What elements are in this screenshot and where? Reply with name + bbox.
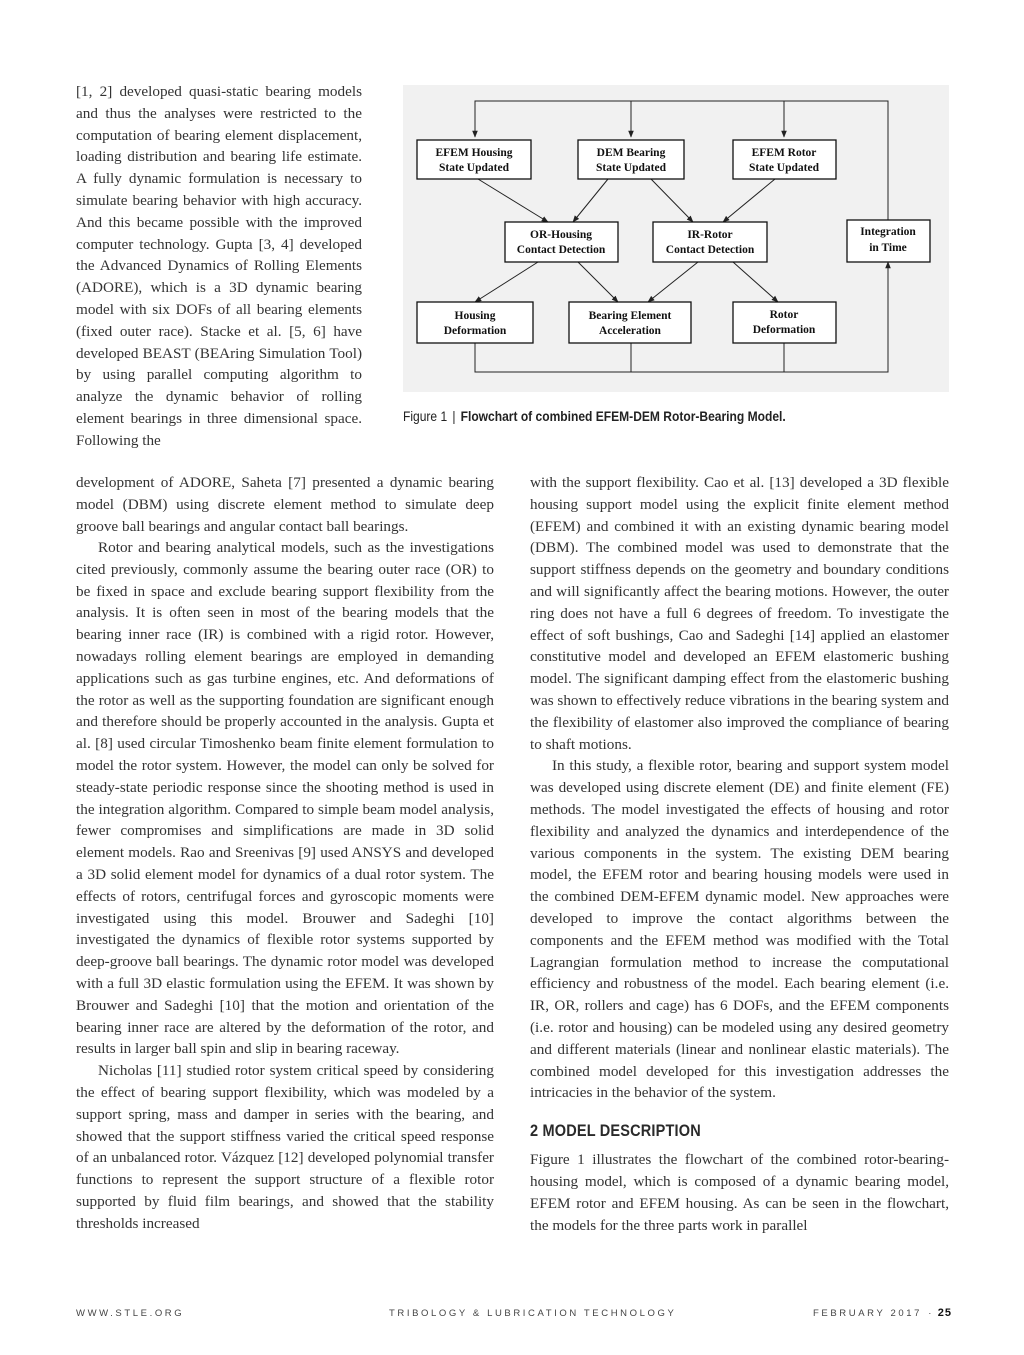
figure-caption xyxy=(403,408,786,424)
svg-text:Integration: Integration xyxy=(860,226,916,238)
body-paragraph: Nicholas [11] studied rotor system critical speed by considering the effect of bearing support flexibility, which was modeled by a support spring, mass and damper in series with the bearing, and showed that the support stiffness varied the critical speed response of an unbalanced rotor. Vázquez [12] developed polynomial transfer functions to represent the support structure of a flexible rotor supported by fluid film bearings, and showed that the stability thresholds increased xyxy=(76,1062,494,1232)
body-paragraph: In this study, a flexible rotor, bearing and support system model was developed using discrete element (DE) and finite element (FE) methods. The model investigated the effects of housing and rotor flexibility and analyzed the dynamics and interdependence of the various components in the system. The existing DEM bearing model, the EFEM rotor and bearing housing models were used in the combined DEM-EFEM dynamic model. New approaches were developed to improve the contact algorithms between the components and the EFEM method was modified with the Total Lagrangian formulation method to increase the computational efficiency and robustness of the model. Each bearing element (i.e. IR, OR, rollers and cage) has 6 DOFs, and the EFEM components (i.e. rotor and housing) can be modeled using any desired geometry and different materials (linear and nonlinear elastic materials). The combined model developed for this investigation addresses the intricacies in the behavior of the system. xyxy=(530,757,949,1102)
left-column xyxy=(76,537,494,1235)
body-paragraph: development of ADORE, Saheta [7] presented a dynamic bearing model (DBM) using discrete element method to simulate deep groove ball bearings and angular contact ball bearings. xyxy=(76,474,494,535)
body-paragraph: Rotor and bearing analytical models, such as the investigations cited previously, commonly assume the bearing outer race (OR) to be fixed in space and exclude bearing support flexibility from the analysis. It is often seen in most of the bearing models that the bearing inner race (IR) is combined with a rigid rotor. However, nowadays rolling element bearings are employed in demanding applications such as gas turbine engines, etc. And deformations of the rotor as well as the supporting foundation are significant enough and therefore should be properly accounted in the analysis. Gupta et al. [8] used circular Timoshenko beam finite element formulation to model the rotor system. However, the model can only be solved for steady-state periodic response since the shooting method is used in the integration algorithm. Compared to simple beam model analysis, fewer compromises and simplifications are made in 3D solid element models. Rao and Sreenivas [9] used ANSYS and developed a 3D solid element model for dynamics of a dual rotor system. The effects of rotors, centrifugal forces and gyroscopic moments were investigated using this model. Brouwer and Sadeghi [10] investigated the dynamics of flexible rotor systems supported by deep-groove ball bearings. The dynamic rotor model was developed with a full 3D elastic formulation using the EFEM. It was shown by Brouwer and Sadeghi [10] that the motion and orientation of the bearing inner race are altered by the deformation of the rotor, and results in larger ball spin and slip in bearing raceway. xyxy=(76,539,494,1058)
flow-box-housing-deformation xyxy=(417,302,533,343)
flow-arrow xyxy=(475,262,538,302)
body-paragraph: [1, 2] developed quasi-static bearing models and thus the analyses were restricted to the computation of bearing element displacement, loading distribution and bearing life estimate. A fully dynamic formulation is necessary to simulate bearing behavior with high accuracy. And this became possible with the improved computer technology. Gupta [3, 4] developed the Advanced Dynamics of Rolling Elements (ADORE), which is a 3D dynamic bearing model with six DOFs of all bearing elements (fixed outer race). Stacke et al. [5, 6] have developed BEAST (BEAring Simulation Tool) by using parallel computing algorithm to analyze the dynamic behavior of rolling element bearings in three dimensional space. Following the xyxy=(76,83,362,449)
page-number: 25 xyxy=(937,1307,952,1319)
figure-flowchart xyxy=(403,85,949,392)
figure-caption-separator: | xyxy=(452,408,456,424)
svg-text:State Updated: State Updated xyxy=(439,162,509,174)
flow-box-dem-bearing xyxy=(578,140,684,179)
flow-box-or-housing xyxy=(505,222,618,262)
svg-text:EFEM Rotor: EFEM Rotor xyxy=(751,147,817,159)
svg-text:Deformation: Deformation xyxy=(443,325,507,337)
flow-arrow xyxy=(478,179,548,222)
flow-arrow xyxy=(648,262,698,302)
svg-text:IR-Rotor: IR-Rotor xyxy=(687,229,733,241)
flow-box-rotor-deformation xyxy=(733,302,836,343)
svg-text:Rotor: Rotor xyxy=(769,309,799,321)
footer-site: WWW.STLE.ORG xyxy=(76,1308,185,1319)
flow-box-efem-housing xyxy=(417,140,531,179)
svg-text:in Time: in Time xyxy=(869,242,907,254)
flow-box-integration xyxy=(847,220,930,262)
flow-box-ir-rotor xyxy=(653,222,767,262)
svg-text:Acceleration: Acceleration xyxy=(599,325,661,337)
section-heading: 2 MODEL DESCRIPTION xyxy=(530,1122,701,1141)
footer-journal: TRIBOLOGY & LUBRICATION TECHNOLOGY xyxy=(389,1308,677,1319)
figure-caption-text: Flowchart of combined EFEM-DEM Rotor-Bearing Model. xyxy=(460,408,786,424)
flow-arrow xyxy=(723,179,775,222)
flow-box-bearing-acceleration xyxy=(569,302,691,343)
flow-arrow xyxy=(651,179,693,222)
flow-arrow xyxy=(578,262,618,302)
body-paragraph: with the support flexibility. Cao et al. [13] developed a 3D flexible housing support model using the explicit finite element method (EFEM) and combined it with an existing dynamic bearing model (DBM). The combined model was used to demonstrate that the support stiffness depends on the geometry and boundary conditions and will significantly affect the bearing motions. However, the outer ring does not have a full 6 degrees of freedom. To investigate the effect of soft bushings, Cao and Sadeghi [14] applied an elastomer constitutive model and developed an EFEM elastomeric bushing model. The significant damping effect from the elastomeric bushing was shown to effectively reduce vibrations in the bearing system and the flexibility of elastomer also improved the compliance of bearing to shaft motions. xyxy=(530,474,949,753)
body-paragraph: Figure 1 illustrates the flowchart of the combined rotor-bearing-housing model, which is composed of a dynamic bearing model, EFEM rotor and EFEM housing. As can be seen in the flowchart, the models for the three parts work in parallel xyxy=(530,1151,949,1234)
svg-text:Housing: Housing xyxy=(454,310,496,322)
svg-text:Contact Detection: Contact Detection xyxy=(516,244,606,256)
right-column xyxy=(530,472,949,1236)
svg-text:EFEM Housing: EFEM Housing xyxy=(435,147,513,159)
flowchart-svg xyxy=(403,85,949,392)
svg-text:DEM Bearing: DEM Bearing xyxy=(596,147,666,159)
svg-text:State Updated: State Updated xyxy=(749,162,819,174)
svg-text:Bearing Element: Bearing Element xyxy=(588,310,672,322)
svg-text:Deformation: Deformation xyxy=(752,324,816,336)
footer-separator: · xyxy=(928,1308,934,1319)
svg-text:State Updated: State Updated xyxy=(596,162,666,174)
figure-caption-label: Figure 1 xyxy=(403,408,448,424)
flow-box-efem-rotor xyxy=(733,140,836,179)
flow-arrow xyxy=(573,179,608,222)
svg-text:OR-Housing: OR-Housing xyxy=(530,229,592,241)
svg-text:Contact Detection: Contact Detection xyxy=(665,244,755,256)
flow-arrow xyxy=(733,262,778,302)
footer-date: FEBRUARY 2017 xyxy=(813,1308,922,1319)
